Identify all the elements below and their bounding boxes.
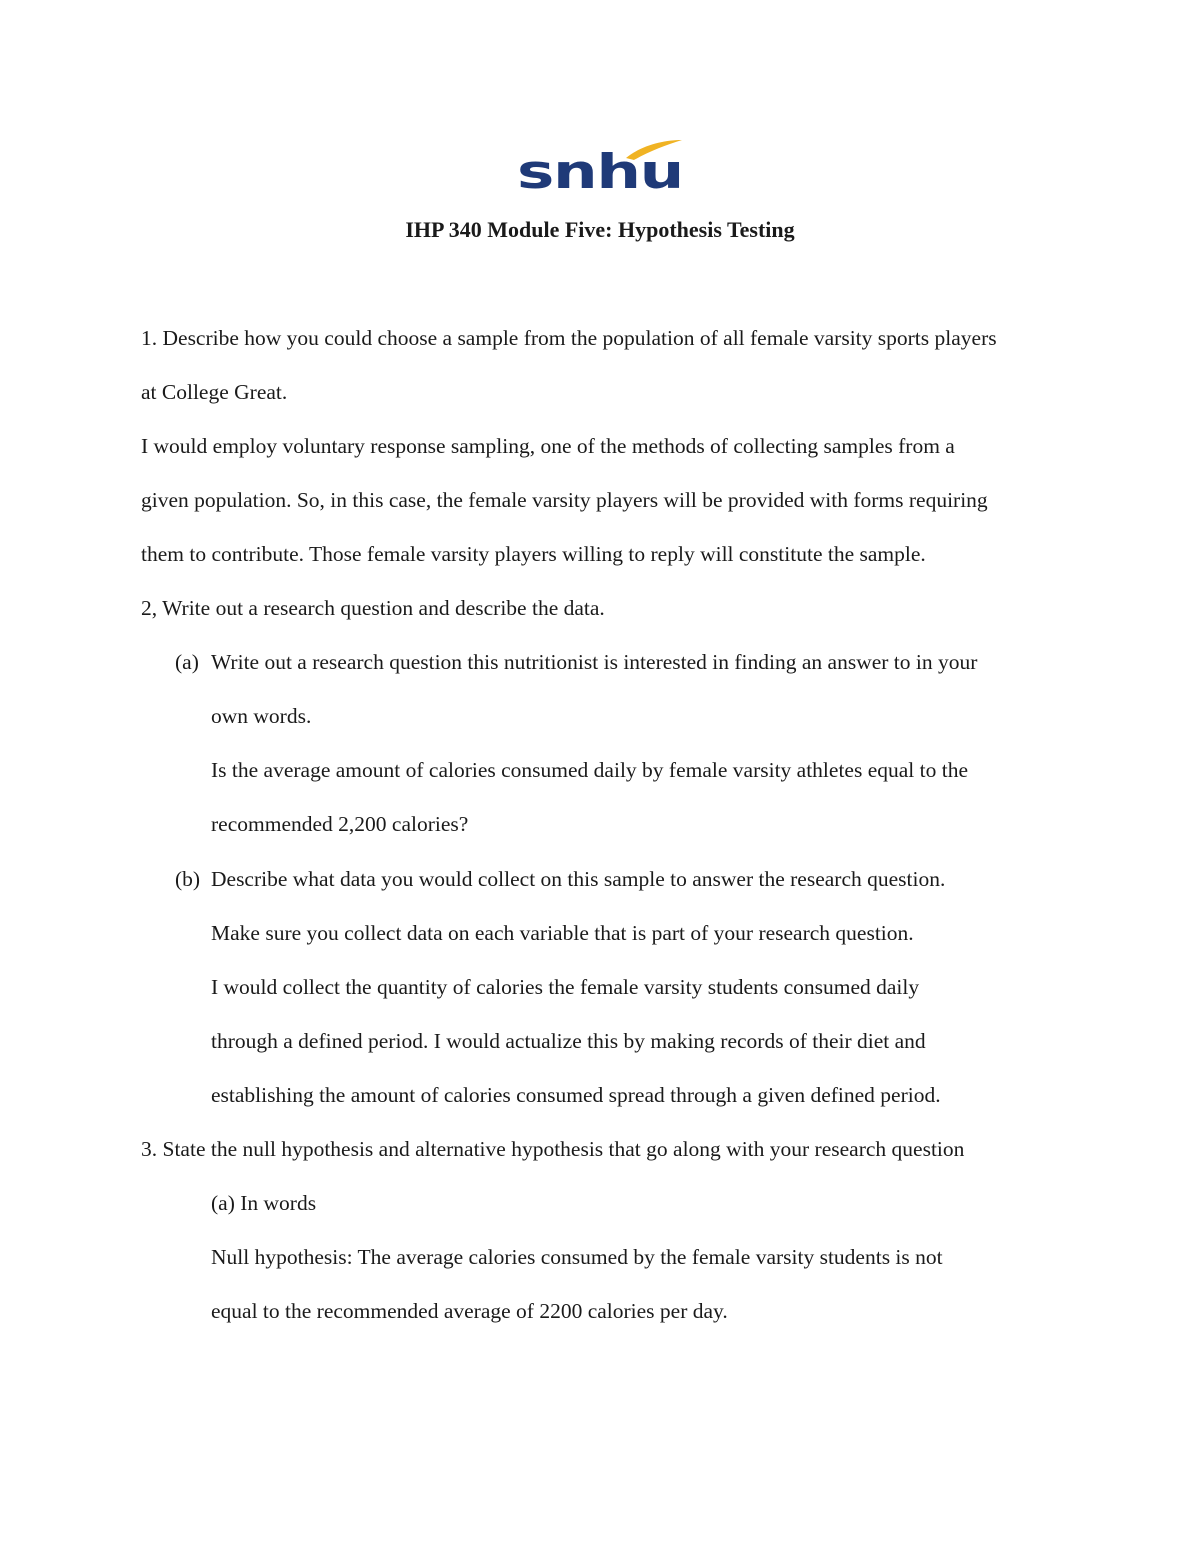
q1-answer-line-3: them to contribute. Those female varsity players willing to reply will constitute the sample. xyxy=(141,542,926,566)
q3-question-line-1: 3. State the null hypothesis and alternative hypothesis that go along with your research question xyxy=(141,1137,965,1161)
q2a-answer-line-1: Is the average amount of calories consumed daily by female varsity athletes equal to the xyxy=(211,758,969,782)
q2b-answer-line-3: establishing the amount of calories consumed spread through a given defined period. xyxy=(211,1083,941,1107)
q1-answer-line-1: I would employ voluntary response sampling, one of the methods of collecting samples from a xyxy=(141,434,955,458)
q2a-marker: (a) xyxy=(175,650,199,674)
q2b-item xyxy=(175,863,945,895)
q2b-question-line-1: Describe what data you would collect on this sample to answer the research question. xyxy=(211,867,946,891)
document-title: IHP 340 Module Five: Hypothesis Testing xyxy=(405,217,795,242)
q2a-question-line-1: Write out a research question this nutritionist is interested in finding an answer to in your xyxy=(211,650,978,674)
q2b-answer-line-1: I would collect the quantity of calories the female varsity students consumed daily xyxy=(211,975,920,999)
q3-answer-line-1: Null hypothesis: The average calories consumed by the female varsity students is not xyxy=(211,1245,943,1269)
logo-text: snhu xyxy=(517,145,683,196)
q2b-question-line-2: Make sure you collect data on each variable that is part of your research question. xyxy=(211,921,914,945)
q2-question-line-1: 2, Write out a research question and describe the data. xyxy=(141,596,605,620)
q3-answer-line-2: equal to the recommended average of 2200 calories per day. xyxy=(211,1299,728,1323)
q2a-answer-line-2: recommended 2,200 calories? xyxy=(211,812,469,836)
snhu-logo xyxy=(514,136,686,196)
q2a-question-line-2: own words. xyxy=(211,704,312,728)
q2b-marker: (b) xyxy=(175,867,201,891)
q1-question-line-1: 1. Describe how you could choose a sample from the population of all female varsity sports players xyxy=(141,326,997,350)
q3a-label: (a) In words xyxy=(211,1191,317,1215)
q1-question-line-2: at College Great. xyxy=(141,380,288,404)
q2a-item xyxy=(175,646,977,678)
q2b-answer-line-2: through a defined period. I would actualize this by making records of their diet and xyxy=(211,1029,926,1053)
q1-answer-line-2: given population. So, in this case, the female varsity players will be provided with forms requiring xyxy=(141,488,988,512)
